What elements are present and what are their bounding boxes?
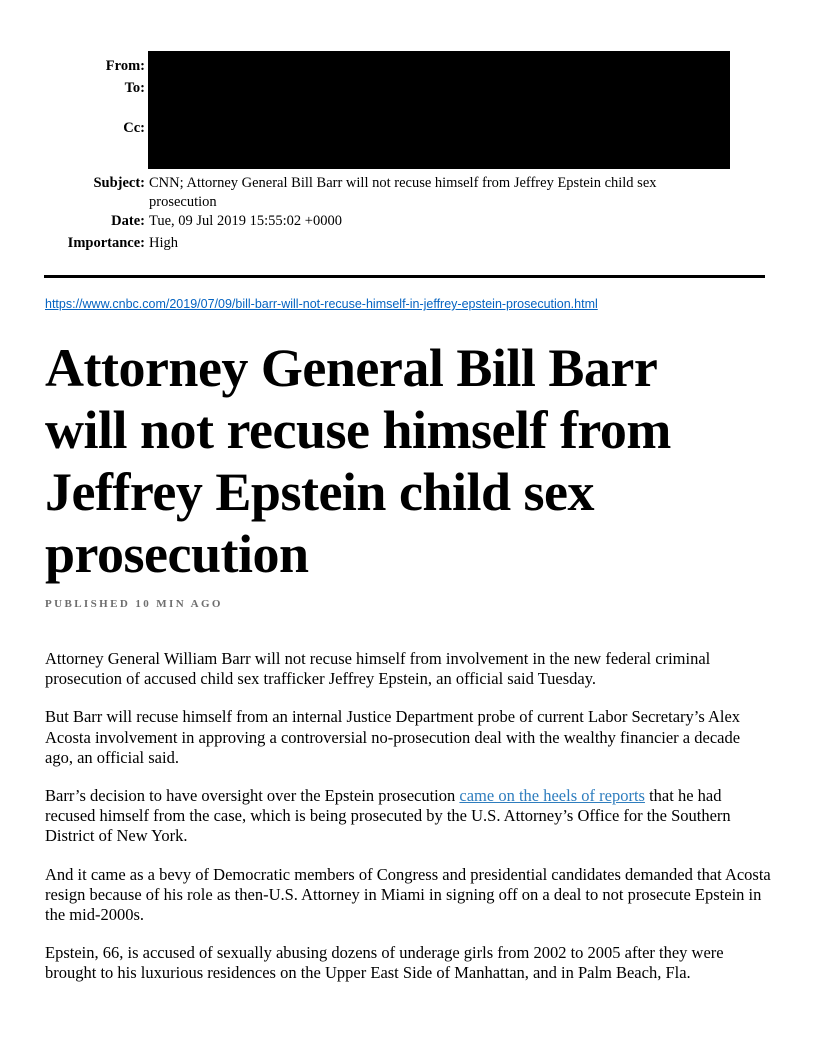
came-on-heels-of-reports-link[interactable]: came on the heels of reports	[459, 786, 645, 806]
field-row-cc	[45, 119, 145, 138]
field-row-subject	[45, 174, 715, 212]
field-row-to	[45, 79, 145, 98]
field-row-date	[45, 212, 342, 231]
paragraph-text: Barr’s decision to have oversight over the Epstein prosecution	[45, 786, 460, 806]
paragraph-text: that he had recused himself from the case, which is being prosecuted by the U.S. Attorney’s Office for the Southern District of New York.	[45, 786, 731, 846]
section-divider	[44, 275, 765, 278]
date-label: Date:	[111, 213, 145, 229]
article-paragraph: But Barr will recuse himself from an internal Justice Department probe of current Labor Secretary’s Alex Acosta involvement in approving a controversial no-prosecution deal with the wealthy financier a decade ago, an official said.	[45, 707, 741, 767]
to-label: To:	[124, 80, 145, 96]
importance-label: Importance:	[67, 235, 145, 251]
date-value: Tue, 09 Jul 2019 15:55:02 +0000	[149, 213, 342, 229]
article-paragraph: Attorney General William Barr will not recuse himself from involvement in the new federal criminal prosecution of accused child sex trafficker Jeffrey Epstein, an official said Tuesday.	[45, 649, 711, 689]
field-row-importance	[45, 234, 178, 253]
article-paragraph: Epstein, 66, is accused of sexually abusing dozens of underage girls from 2002 to 2005 after they were brought to his luxurious residences on the Upper East Side of Manhattan, and in Palm Beach, Fla.	[45, 943, 724, 983]
importance-value: High	[149, 235, 178, 251]
article-url-link[interactable]: https://www.cnbc.com/2019/07/09/bill-barr-will-not-recuse-himself-in-jeffrey-epstein-prosecution.html	[45, 297, 598, 311]
article-paragraph	[45, 786, 772, 847]
redaction-box	[148, 51, 730, 169]
article-body	[45, 649, 772, 1002]
article-headline: Attorney General Bill Barr will not recuse himself from Jeffrey Epstein child sex prosecution	[45, 338, 671, 584]
article-paragraph: And it came as a bevy of Democratic members of Congress and presidential candidates demanded that Acosta resign because of his role as then-U.S. Attorney in Miami in signing off on a deal to not prosecute Epstein in the mid-2000s.	[45, 864, 771, 925]
subject-value: CNN; Attorney General Bill Barr will not recuse himself from Jeffrey Epstein child sex prosecution	[149, 175, 657, 210]
field-row-from	[45, 57, 145, 76]
from-label: From:	[105, 58, 145, 74]
subject-label: Subject:	[93, 175, 145, 191]
published-timestamp: PUBLISHED 10 MIN AGO	[45, 598, 223, 610]
cc-label: Cc:	[123, 120, 145, 136]
